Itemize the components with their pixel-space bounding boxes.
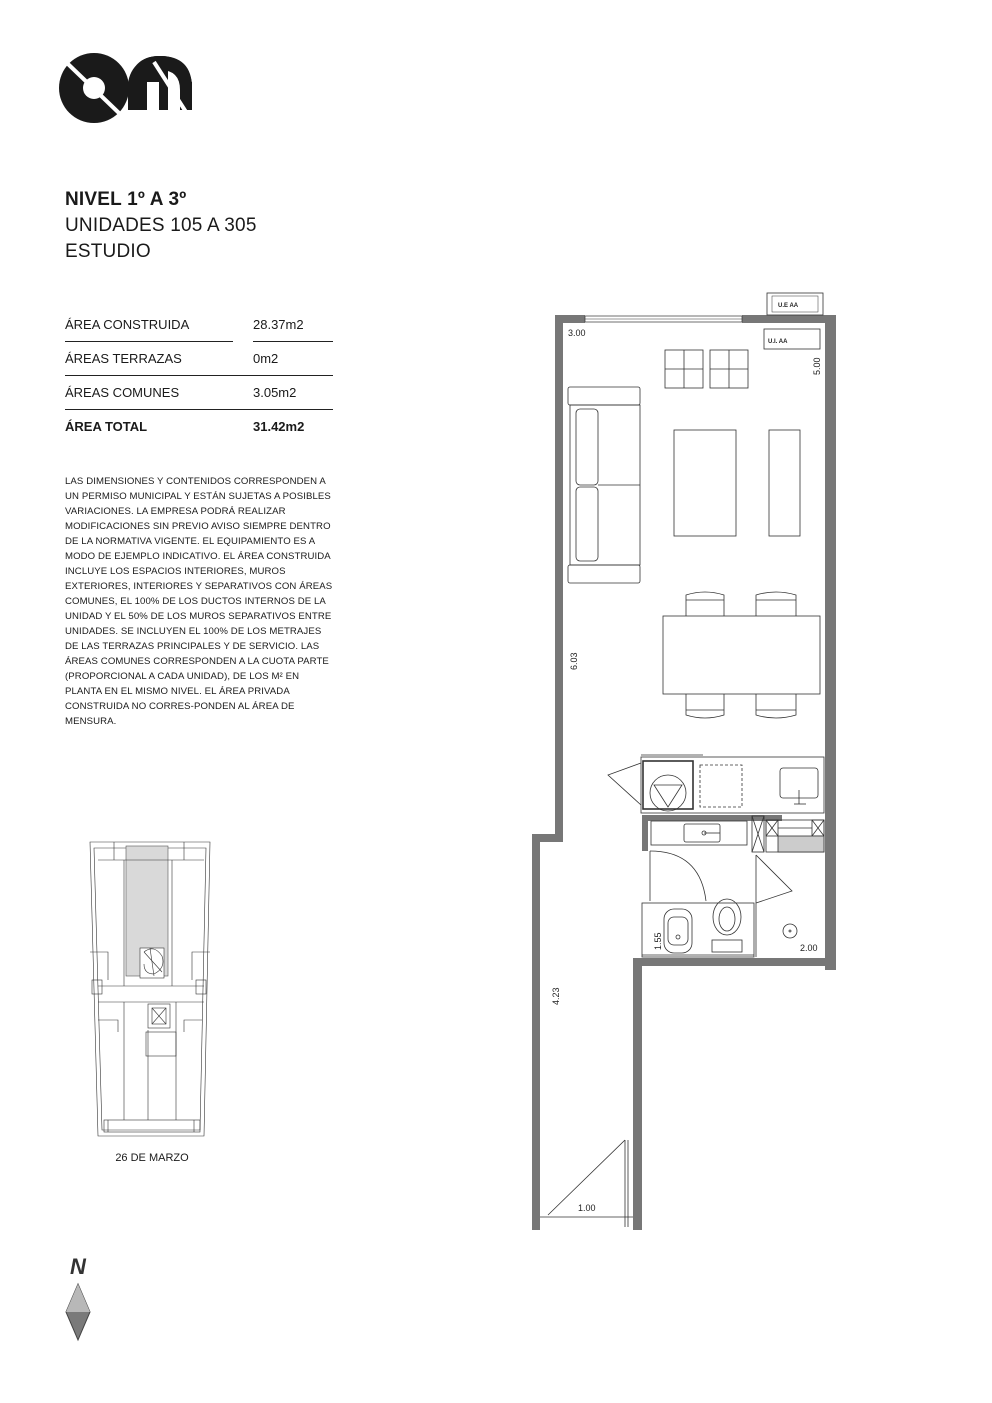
- area-row-terrazas: [65, 342, 333, 376]
- area-row-construida: [65, 308, 333, 342]
- unit-type: ESTUDIO: [65, 241, 151, 262]
- dim-label: 1.00: [578, 1203, 596, 1213]
- on-logo: [58, 52, 194, 124]
- north-label: N: [70, 1254, 86, 1279]
- unit-heading: [65, 187, 257, 265]
- dim-label: 2.00: [800, 943, 818, 953]
- area-value: 31.42m2: [253, 419, 305, 434]
- dim-label: 6.03: [569, 652, 579, 670]
- units-title: UNIDADES 105 A 305: [65, 215, 257, 236]
- area-label: ÁREAS COMUNES: [65, 385, 180, 400]
- area-value: 28.37m2: [253, 317, 304, 332]
- dim-label: 5.00: [812, 357, 822, 375]
- level-title: NIVEL 1º A 3º: [65, 189, 187, 210]
- ac-outdoor-label: U.E AA: [778, 303, 799, 309]
- area-label: ÁREA TOTAL: [65, 419, 148, 434]
- dim-label: 4.23: [551, 987, 561, 1005]
- disclaimer-text: LAS DIMENSIONES Y CONTENIDOS CORRESPONDEN A UN PERMISO MUNICIPAL Y ESTÁN SUJETAS A POSIBLES VARIACIONES. LA EMPRESA PODRÁ REALIZAR MODIFICACIONES SIN PREVIO AVISO SIEMPRE DENTRO DE LA NORMATIVA VIGENTE. EL EQUIPAMIENTO ES A MODO DE EJEMPLO INDICATIVO. EL ÁREA CONSTRUIDA INCLUYE LOS ESPACIOS INTERIORES, MUROS EXTERIORES, INTERIORES Y SEPARATIVOS CON ÁREAS COMUNES, EL 100% DE LOS DUCTOS INTERNOS DE LA UNIDAD Y EL 50% DE LOS MUROS SEPARATIVOS ENTRE UNIDADES. SE INCLUYEN EL 100% DE LOS METRAJES DE LAS TERRAZAS PRINCIPALES Y DE SERVICIO. LAS ÁREAS COMUNES CORRESPONDEN A LA CUOTA PARTE (PROPORCIONAL A CADA UNIDAD), DE LOS M² EN PLANTA EN EL MISMO NIVEL. EL ÁREA PRIVADA CONSTRUIDA NO CORRES-PONDEN AL ÁREA DE MENSURA.: [65, 476, 333, 727]
- area-value: 3.05m2: [253, 385, 297, 400]
- dim-label: 3.00: [568, 328, 586, 338]
- area-label: ÁREAS TERRAZAS: [65, 351, 182, 366]
- area-label: ÁREA CONSTRUIDA: [65, 317, 190, 332]
- area-row-total: [65, 410, 333, 443]
- dim-label: 1.55: [653, 932, 663, 950]
- areas-table: [65, 308, 333, 443]
- area-row-comunes: [65, 376, 333, 410]
- floor-plan: [520, 285, 850, 1235]
- area-value: 0m2: [253, 351, 279, 366]
- key-plan: [84, 840, 220, 1140]
- key-plan-caption: 26 DE MARZO: [115, 1152, 189, 1164]
- ac-indoor-label: U.I. AA: [768, 339, 788, 345]
- north-arrow: [60, 1254, 96, 1346]
